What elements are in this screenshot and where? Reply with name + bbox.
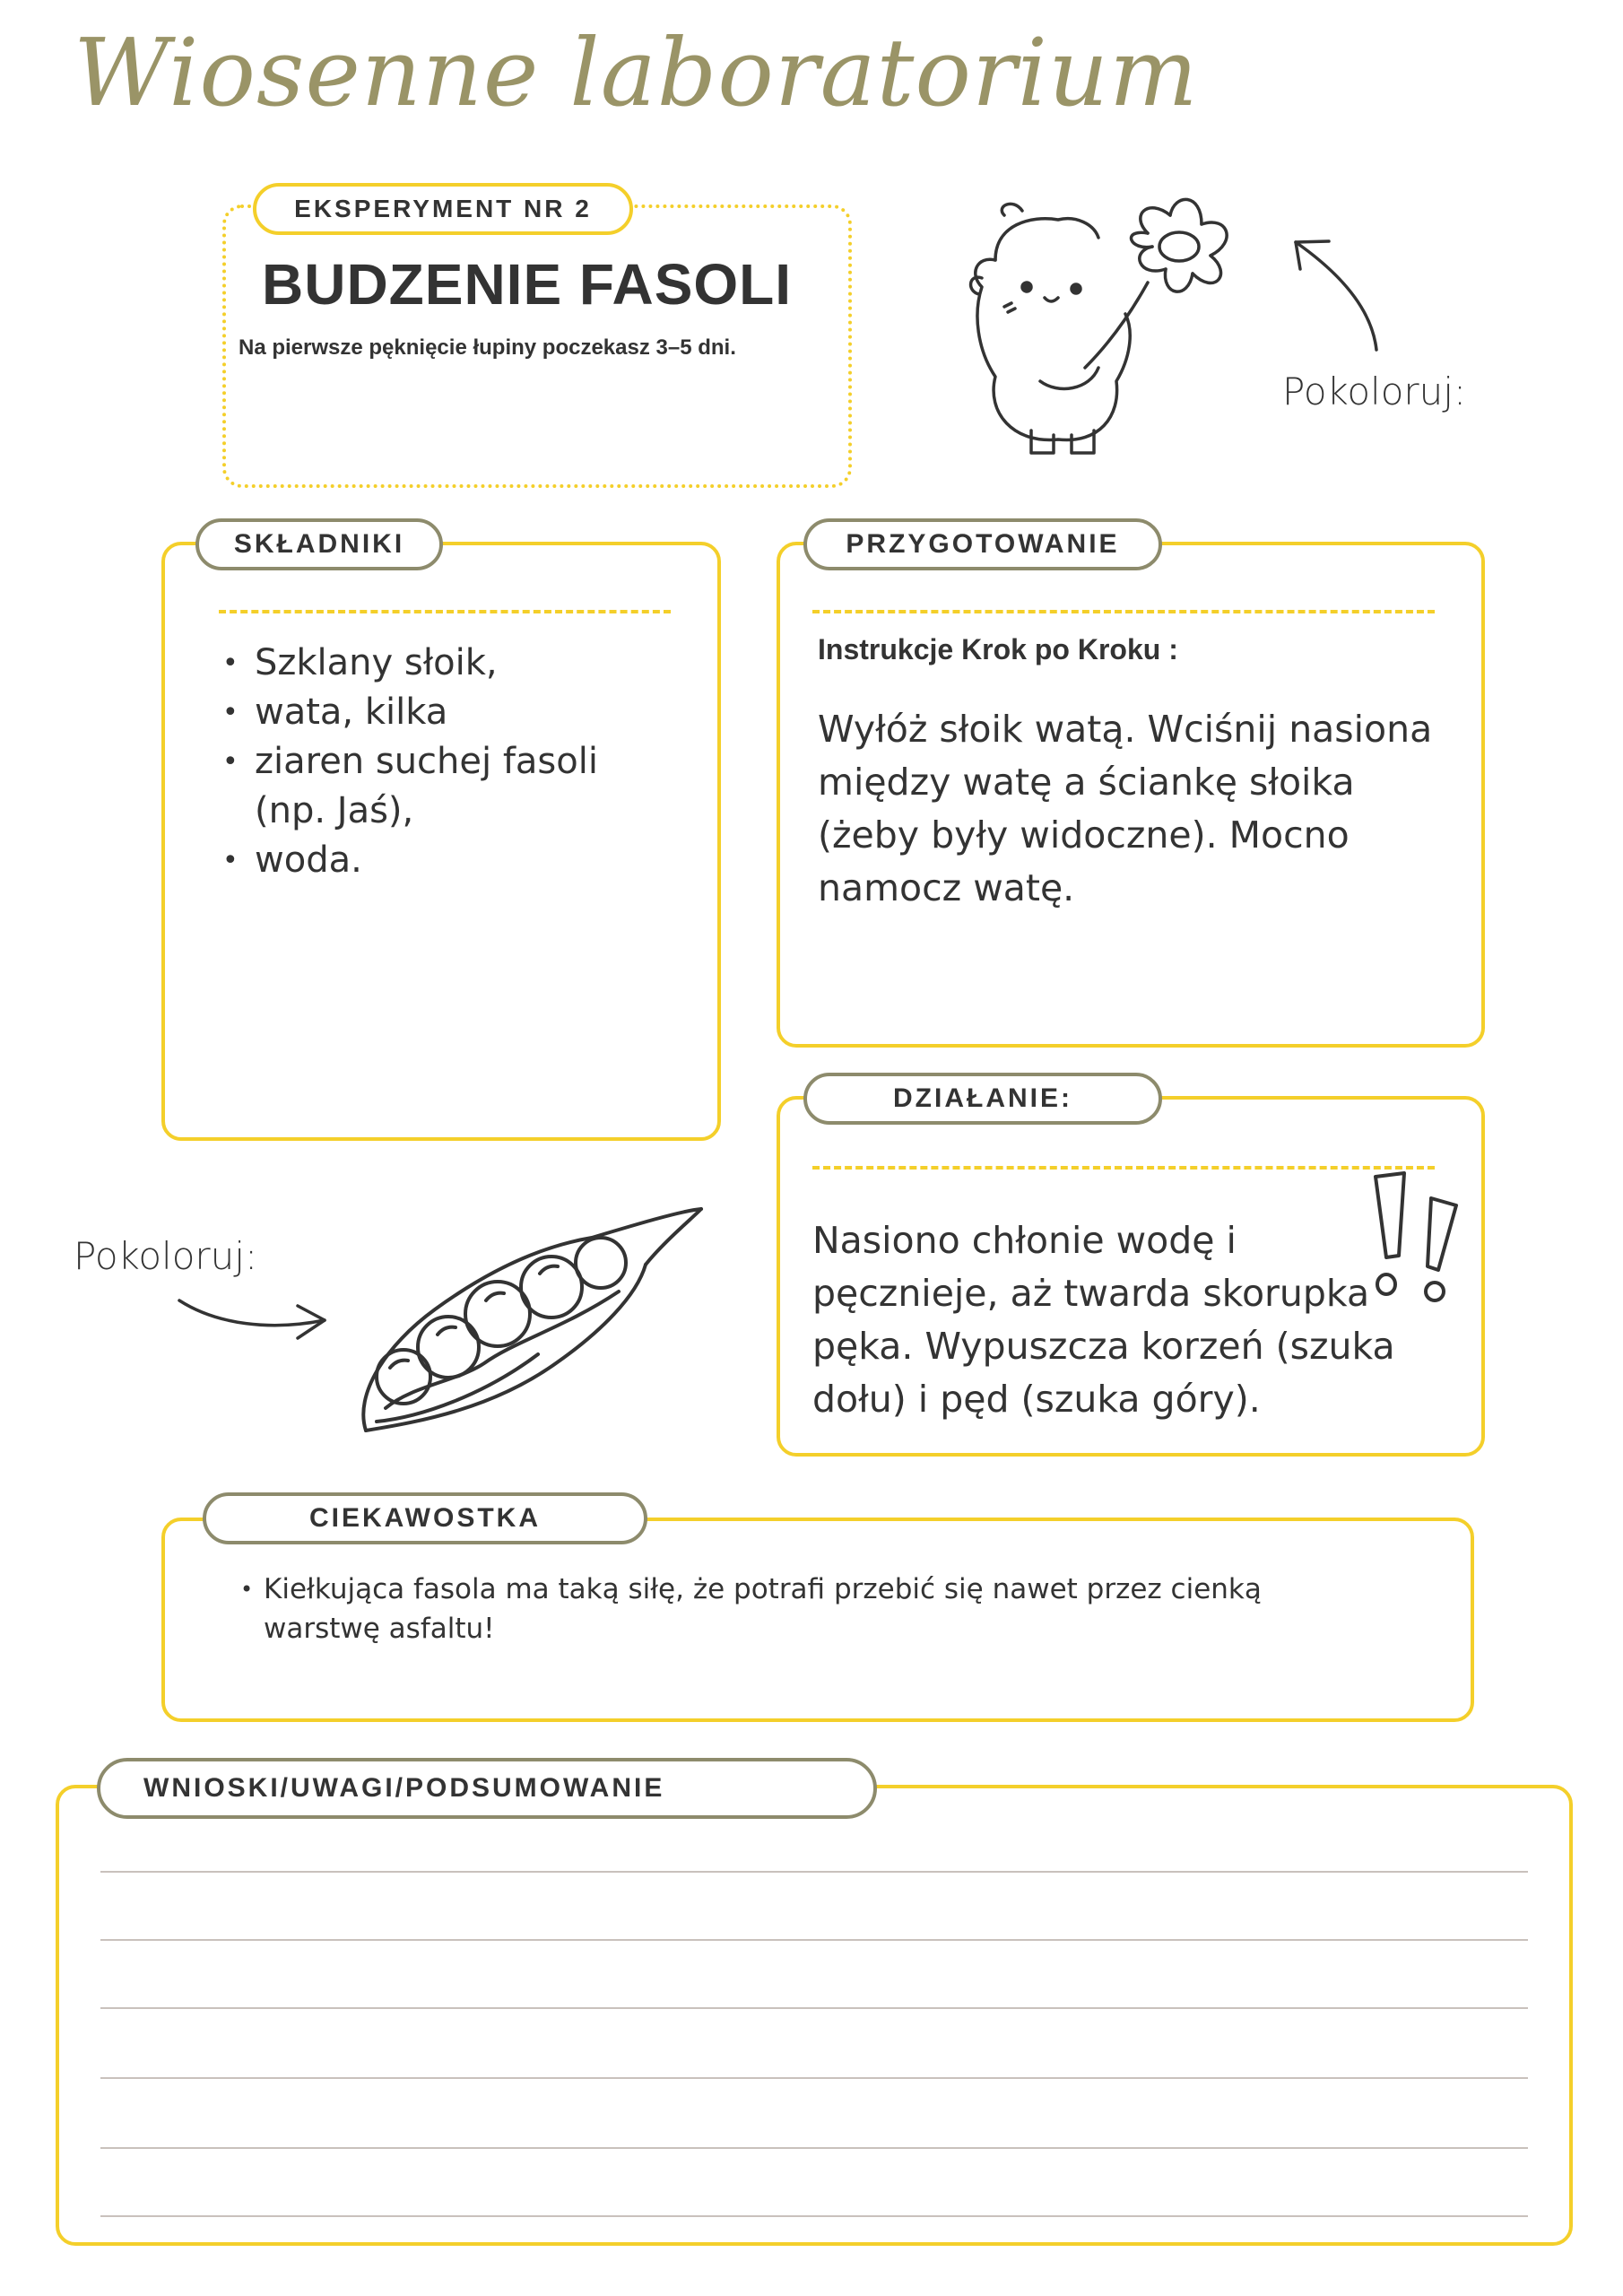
fun-fact-text: • Kiełkująca fasola ma taką siłę, że potrafi przebić się nawet przez cienką warstwę asfaltu!: [264, 1570, 1340, 1648]
hamster-flower-illustration: [942, 188, 1264, 457]
arrow-right-icon: [172, 1284, 334, 1356]
action-label: DZIAŁANIE:: [893, 1083, 1072, 1113]
fun-fact-label: CIEKAWOSTKA: [309, 1503, 541, 1533]
writing-line[interactable]: [100, 2147, 1528, 2149]
action-divider: [812, 1166, 1435, 1170]
experiment-number-label: EKSPERYMENT NR 2: [294, 195, 592, 222]
preparation-text: Wyłóż słoik watą. Wciśnij nasiona między watę a ściankę słoika (żeby były widoczne). Mocno namocz watę.: [818, 708, 1433, 909]
coloring-label-left: Pokoloruj:: [74, 1234, 258, 1278]
experiment-heading: BUDZENIE FASOLI: [262, 252, 793, 317]
preparation-pill: [803, 518, 1162, 570]
experiment-number-pill: [253, 183, 633, 235]
writing-line[interactable]: [100, 1939, 1528, 1941]
action-pill: [803, 1073, 1162, 1125]
arrow-up-icon: [1273, 229, 1390, 354]
coloring-label-top: Pokoloruj:: [1282, 370, 1467, 413]
ingredients-list: [219, 639, 640, 885]
exclamation-icon: [1363, 1166, 1471, 1309]
conclusions-box: [56, 1785, 1573, 2246]
preparation-label: PRZYGOTOWANIE: [846, 529, 1120, 559]
writing-line[interactable]: [100, 1871, 1528, 1873]
ingredients-label: SKŁADNIKI: [233, 529, 405, 559]
list-item: • wata, kilka: [219, 688, 640, 737]
writing-line[interactable]: [100, 2215, 1528, 2217]
preparation-divider: [812, 610, 1435, 613]
action-text: Nasiono chłonie wodę i pęcznieje, aż twarda skorupka pęka. Wypuszcza korzeń (szuka dołu) i pęd (szuka góry).: [812, 1219, 1395, 1421]
fun-fact-pill: [203, 1492, 647, 1544]
list-item: • woda.: [219, 836, 640, 885]
preparation-subheading: Instrukcje Krok po Kroku :: [818, 633, 1178, 665]
list-item: • ziaren suchej fasoli (np. Jaś),: [219, 737, 640, 836]
writing-line[interactable]: [100, 2077, 1528, 2079]
experiment-subtitle: Na pierwsze pęknięcie łupiny poczekasz 3–5 dni.: [239, 335, 736, 360]
pea-pod-illustration: [350, 1202, 717, 1444]
list-item: • Szklany słoik,: [219, 639, 640, 688]
page-title: Wiosenne laboratorium: [74, 18, 1199, 127]
conclusions-label: WNIOSKI/UWAGI/PODSUMOWANIE: [143, 1773, 665, 1803]
ingredients-pill: [195, 518, 443, 570]
ingredients-divider: [219, 610, 671, 613]
conclusions-pill: [97, 1758, 877, 1819]
writing-line[interactable]: [100, 2007, 1528, 2009]
